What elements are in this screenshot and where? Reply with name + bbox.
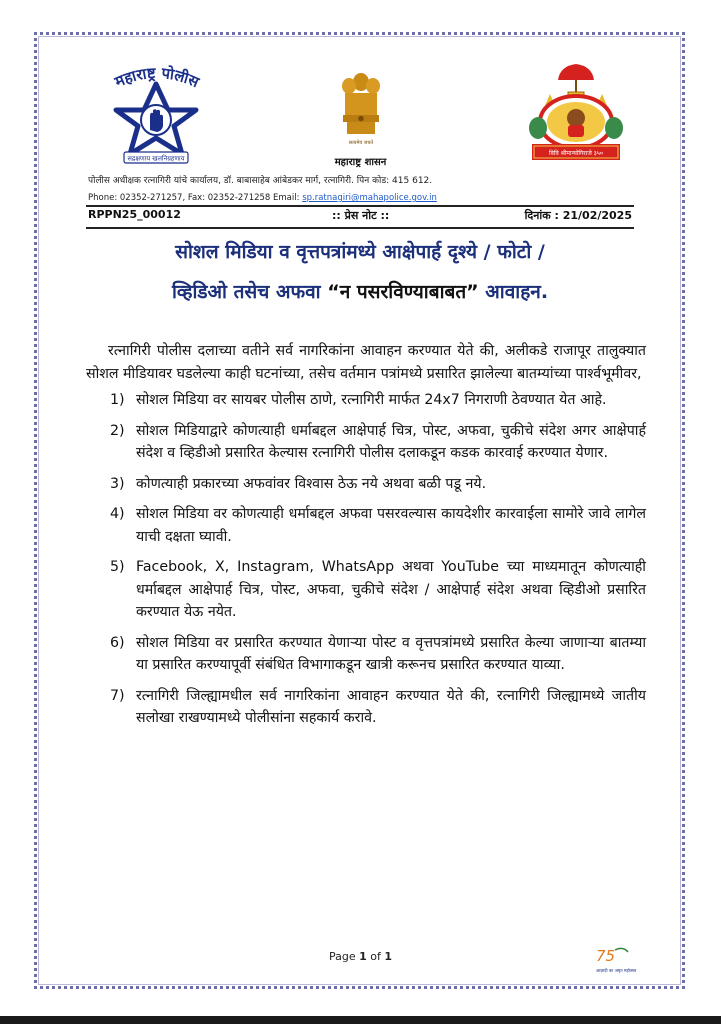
email-link[interactable]: sp.ratnagiri@mahapolice.gov.in [302,193,437,203]
maharashtra-police-logo [84,60,229,168]
contact-phone-fax: Phone: 02352-271257, Fax: 02352-271258 Email: [88,193,300,203]
document-title [80,232,640,312]
reference-number: RPPN25_00012 [88,208,181,221]
list-item: 5) Facebook, X, Instagram, WhatsApp अथवा YouTube च्या माध्यमातून कोणत्याही धर्माबद्दल आक्षेपार्ह चित्र, पोस्ट, अफवा, चुकीचे संदेश / आक्षेपार्ह संदेश अथवा व्हिडीओ प्रसारित करण्यात येऊ नयेत. [110,559,646,620]
document-date: दिनांक : 21/02/2025 [524,209,632,222]
list-item: 1) सोशल मिडिया वर सायबर पोलीस ठाणे, रत्नागिरी मार्फत 24x7 निगराणी ठेवण्यात येत आहे. [110,392,607,408]
intro-paragraph: रत्नागिरी पोलीस दलाच्या वतीने सर्व नागरिकांना आवाहन करण्यात येते की, अलीकडे राजापूर तालुक्यात सोशल मीडियावर घडलेल्या काही घटनांच्या, तसेच वर्तमान पत्रांमध्ये प्रसारित झालेल्या बातम्यांच्या पार्श्वभूमीवर, [86,343,646,382]
svg-text:75: 75 [596,947,616,965]
list-item: 3) कोणत्याही प्रकारच्या अफवांवर विश्वास ठेऊ नये अथवा बळी पडू नये. [110,475,487,492]
list-item: 2) सोशल मिडियाद्वारे कोणत्याही धर्माबद्दल आक्षेपार्ह चित्र, पोस्ट, अफवा, चुकीचे संदेश अगर आक्षेपार्ह संदेश व व्हिडीओ प्रसारित केल्यास रत्नागिरी पोलीस दलाकडून कडक कारवाई करण्यात येणार. [110,422,646,461]
svg-text:सद्रक्षणाय खलनिग्रहणाय: सद्रक्षणाय खलनिग्रहणाय [127,154,185,163]
list-item: 6) सोशल मिडिया वर प्रसारित करण्यात येणाऱ्या पोस्ट व वृत्तपत्रांमध्ये प्रसारित केल्या जाणाऱ्या बातम्या या प्रसारित करण्यापूर्वी संबंधित विभागाकडून खात्री करूनच प्रसारित करण्यात याव्या. [110,634,646,673]
header-divider [86,205,634,207]
contact-details [88,193,437,203]
meta-divider [86,227,634,229]
press-note-label: :: प्रेस नोट :: [332,209,390,222]
title-line-2: व्हिडिओ तसेच अफवा “न पसरविण्याबाबत” आवाहन. [171,281,549,303]
shivrajyabhishek-logo [526,62,626,166]
svg-text:आज़ादी का अमृत महोत्सव: आज़ादी का अमृत महोत्सव [595,968,637,973]
azadi-ka-amrit-mahotsav-logo [590,944,642,980]
page-number: Page 1 of 1 [328,950,393,963]
office-address: पोलीस अधीक्षक रत्नागिरी यांचे कार्यालय, डॉ. बाबासाहेब आंबेडकर मार्ग, रत्नागिरी. पिन कोड: 415 612. [88,176,433,186]
document-body [86,340,646,738]
points-list [86,389,646,730]
national-emblem-icon [336,66,386,150]
reference-row [86,208,636,226]
list-item: 7) रत्नागिरी जिल्ह्यामधील सर्व नागरिकांना आवाहन करण्यात येते की, रत्नागिरी जिल्ह्यामध्ये जातीय सलोखा राखण्यामध्ये पोलीसांना सहकार्य करावे. [110,687,646,726]
svg-text:महाराष्ट्र पोलीस: महाराष्ट्र पोलीस [112,63,202,92]
svg-text:विवि श्रीमान्योगिराजे ३५०: विवि श्रीमान्योगिराजे ३५० [548,150,604,157]
bottom-edge [0,1016,721,1024]
title-line-1: सोशल मिडिया व वृत्तपत्रांमध्ये आक्षेपार्ह दृश्ये / फोटो / [175,241,545,263]
list-item: 4) सोशल मिडिया वर कोणत्याही धर्माबद्दल अफवा पसरवल्यास कायदेशीर कारवाईला सामोरे जावे लागेल याची दक्षता घ्यावी. [110,506,646,545]
svg-text:सत्यमेव जयते: सत्यमेव जयते [348,140,374,146]
government-name: महाराष्ट्र शासन [334,157,387,168]
